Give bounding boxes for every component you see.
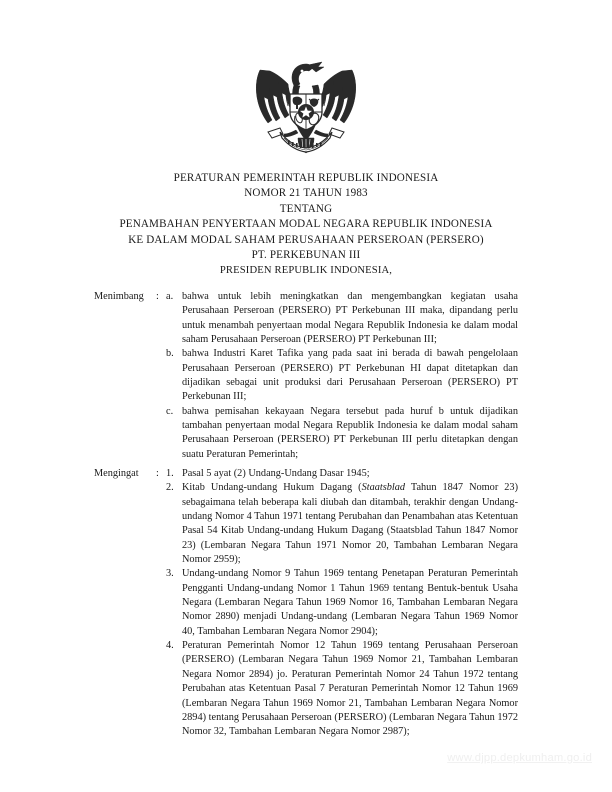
mengingat-marker-3: 3. [166,568,174,580]
mengingat-item-2 [94,481,518,567]
mengingat-marker-1: 1. [166,468,174,479]
mengingat-text-4: Peraturan Pemerintah Nomor 12 Tahun 1969 tentang Perusahaan Perseroan (PERSERO) (Lembaran Negara Tahun 1969 Nomor 21, Tambahan Lembaran Negara Nomor 2894) jo. Peraturan Pemerintah Nomor 24 Tahun 1972 tentang Perubahan atas Ketentuan Pasal 7 Peraturan Pemerintah Nomor 12 Tahun 1969 (Lembaran Negara Tahun 1969 Nomor 21, Tambahan Lembaran Negara Nomor 2894) tentang Perusahaan Perseroan (PERSERO) (Lembaran Negara Tahun 1972 Nomor 32, Tambahan Lembaran Negara Nomor 2987); [182,640,518,738]
menimbang-marker-b: b. [166,348,174,360]
watermark: www.djpp.depkumham.go.id [447,752,592,764]
mengingat-text-2-post: Tahun 1847 Nomor 23) sebagaimana telah beberapa kali diubah dan ditambah, terakhir dengan Undang-undang Nomor 4 Tahun 1971 tentang Perubahan dan Penambahan atas Ketentuan Pasal 54 Kitab Undang-undang Hukum Dagang (Staatsblad Tahun 1847 Nomor 23) (Lembaran Negara Tahun 1971 Nomor 20, Tambahan Lembaran Negara Nomor 2959); [182,482,518,566]
menimbang-colon: : [156,291,159,302]
authority-line: PRESIDEN REPUBLIK INDONESIA, [219,265,393,276]
menimbang-label: Menimbang [94,291,144,302]
garuda-pancasila-emblem [250,52,362,156]
mengingat-label: Mengingat [94,468,139,479]
mengingat-marker-4: 4. [166,640,174,652]
mengingat-marker-2: 2. [166,482,174,494]
title-line-tentang: TENTANG [279,202,333,215]
mengingat-text-3: Undang-undang Nomor 9 Tahun 1969 tentang Penetapan Peraturan Pemerintah Pengganti Undang-undang Nomor 1 Tahun 1969 tentang Bentuk-bentuk Usaha Negara (Lembaran Negara Tahun 1969 Nomor 16, Tambahan Lembaran Negara Nomor 2890) menjadi Undang-undang (Lembaran Negara Tahun 1969 Nomor 40, Tambahan Lembaran Negara Nomor 2904); [182,568,518,637]
menimbang-item-c [94,405,518,462]
mengingat-section [94,467,518,740]
mengingat-text-2-pre: Kitab Undang-undang Hukum Dagang ( [182,482,362,494]
mengingat-text-1: Pasal 5 ayat (2) Undang-Undang Dasar 1945; [182,468,370,479]
mengingat-item-1 [94,467,518,481]
menimbang-marker-a: a. [166,291,174,302]
mengingat-item-4 [94,639,518,739]
menimbang-item-a [94,290,518,347]
menimbang-text-c: bahwa pemisahan kekayaan Negara tersebut pada huruf b untuk dijadikan tambahan penyertaan modal Negara Republik Indonesia ke dalam modal saham Perusahaan Perseroan (PERSERO) PT Perkebunan III perlu ditetapkan dengan suatu Peraturan Pemerintah; [182,405,518,460]
menimbang-item-b [94,347,518,404]
title-line-entity: PT. PERKEBUNAN III [251,249,361,262]
title-line-subject-1: PENAMBAHAN PENYERTAAN MODAL NEGARA REPUBLIK INDONESIA [119,218,493,231]
mengingat-item-3 [94,567,518,639]
title-line-number: NOMOR 21 TAHUN 1983 [244,187,368,200]
menimbang-text-a: bahwa untuk lebih meningkatkan dan mengembangkan kegiatan usaha Perusahaan Perseroan (PERSERO) PT Perkebunan III maka, dipandang perlu untuk menambah penyertaan modal Negara Republik Indonesia ke dalam modal saham Perusahaan Perseroan (PERSERO) PT Perkebunan III; [182,291,518,346]
title-line-1: PERATURAN PEMERINTAH REPUBLIK INDONESIA [173,172,439,184]
mengingat-colon: : [156,468,159,479]
mengingat-text-2-italic: Staatsblad [361,482,406,494]
document-title-block [60,171,552,263]
menimbang-text-b: bahwa Industri Karet Tafika yang pada saat ini berada di bawah pengelolaan Perusahaan Perseroan (PERSERO) PT Perkebunan HI dapat ditetapkan dan dijadikan sebagai unit produksi dari Perusahaan Perseroan (PERSERO) PT Perkebunan III; [182,348,518,403]
emblem-container [0,52,612,161]
menimbang-section [94,290,518,462]
mengingat-text-2 [182,481,518,567]
menimbang-marker-c: c. [166,405,174,417]
title-line-subject-2: KE DALAM MODAL SAHAM PERUSAHAAN PERSEROAN (PERSERO) [128,233,484,246]
